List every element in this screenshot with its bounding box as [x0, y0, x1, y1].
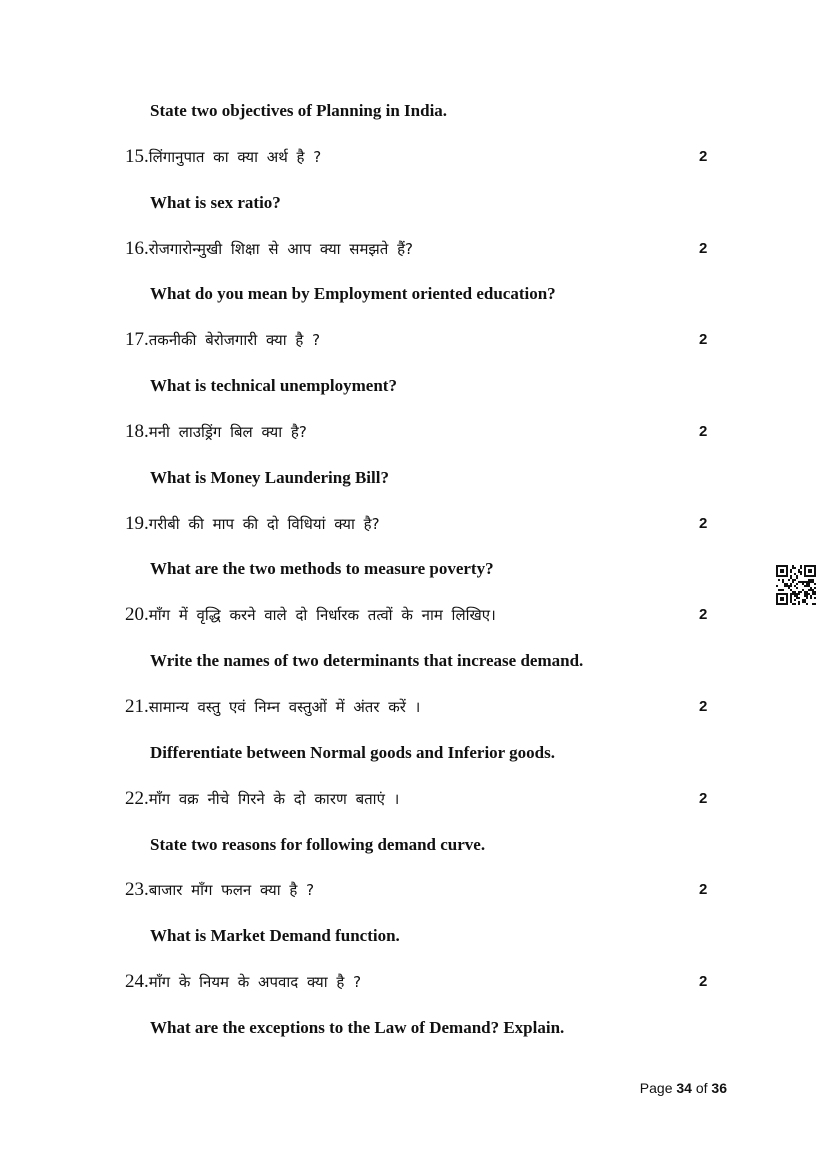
question-english: What do you mean by Employment oriented education? — [150, 284, 556, 304]
question-hindi — [0, 226, 827, 272]
question-marks: 2 — [699, 422, 708, 440]
question-english: What is Money Laundering Bill? — [150, 467, 389, 487]
question-english: State two reasons for following demand curve. — [150, 834, 486, 854]
question-hindi — [0, 592, 827, 638]
question-hindi-text: लिंगानुपात का क्या अर्थ है ? — [148, 147, 322, 166]
question-marks: 2 — [699, 606, 708, 624]
question-number: 18. — [125, 420, 149, 442]
question-hindi-text: माँग में वृद्धि करने वाले दो निर्धारक तत्वों के नाम लिखिए। — [148, 606, 496, 625]
question-hindi — [0, 317, 827, 363]
question-hindi-text: बाजार माँग फलन क्या है ? — [148, 881, 315, 900]
question-hindi — [0, 409, 827, 455]
question-hindi — [0, 776, 827, 822]
question-marks: 2 — [699, 789, 708, 807]
question-hindi-text: माँग के नियम के अपवाद क्या है ? — [148, 973, 362, 992]
question-number: 24. — [125, 971, 149, 993]
question-hindi-text: रोजगारोन्मुखी शिक्षा से आप क्या समझते हैं? — [148, 239, 414, 258]
question-hindi — [0, 684, 827, 730]
question-marks: 2 — [699, 147, 708, 165]
question-marks: 2 — [699, 514, 708, 532]
question-number: 20. — [125, 604, 149, 626]
question-number: 21. — [125, 695, 149, 717]
question-hindi-text: मनी लाउड्रिंग बिल क्या है? — [148, 422, 307, 441]
question-number: 23. — [125, 879, 149, 901]
question-hindi — [0, 959, 827, 1005]
question-number: 19. — [125, 512, 149, 534]
intro-question: State two objectives of Planning in India. — [150, 101, 448, 120]
question-english: What are the exceptions to the Law of Demand? Explain. — [150, 1017, 565, 1037]
question-hindi-text: सामान्य वस्तु एवं निम्न वस्तुओं में अंतर करें । — [148, 697, 421, 716]
question-hindi-text: तकनीकी बेरोजगारी क्या है ? — [148, 331, 321, 350]
question-marks: 2 — [699, 331, 708, 349]
question-number: 17. — [125, 329, 149, 351]
question-english: What is Market Demand function. — [150, 926, 400, 946]
question-list — [0, 88, 827, 1051]
question-english: What are the two methods to measure poverty? — [150, 559, 494, 579]
question-marks: 2 — [699, 697, 708, 715]
qr-code — [776, 565, 816, 605]
question-english: Differentiate between Normal goods and Inferior goods. — [150, 742, 555, 762]
question-hindi — [0, 134, 827, 180]
page-number: Page 34 of 36 — [639, 1080, 727, 1096]
question-marks: 2 — [699, 881, 708, 899]
question-english: What is technical unemployment? — [150, 376, 397, 396]
question-english: What is sex ratio? — [150, 192, 281, 212]
question-hindi — [0, 501, 827, 547]
question-marks: 2 — [699, 973, 708, 991]
question-hindi-text: माँग वक्र नीचे गिरने के दो कारण बताएं । — [148, 789, 400, 808]
question-number: 15. — [125, 145, 149, 167]
question-number: 16. — [125, 237, 149, 259]
question-number: 22. — [125, 787, 149, 809]
question-hindi — [0, 867, 827, 913]
question-hindi-text: गरीबी की माप की दो विधियां क्या है? — [148, 514, 380, 533]
question-english: Write the names of two determinants that increase demand. — [150, 651, 584, 671]
question-marks: 2 — [699, 239, 708, 257]
